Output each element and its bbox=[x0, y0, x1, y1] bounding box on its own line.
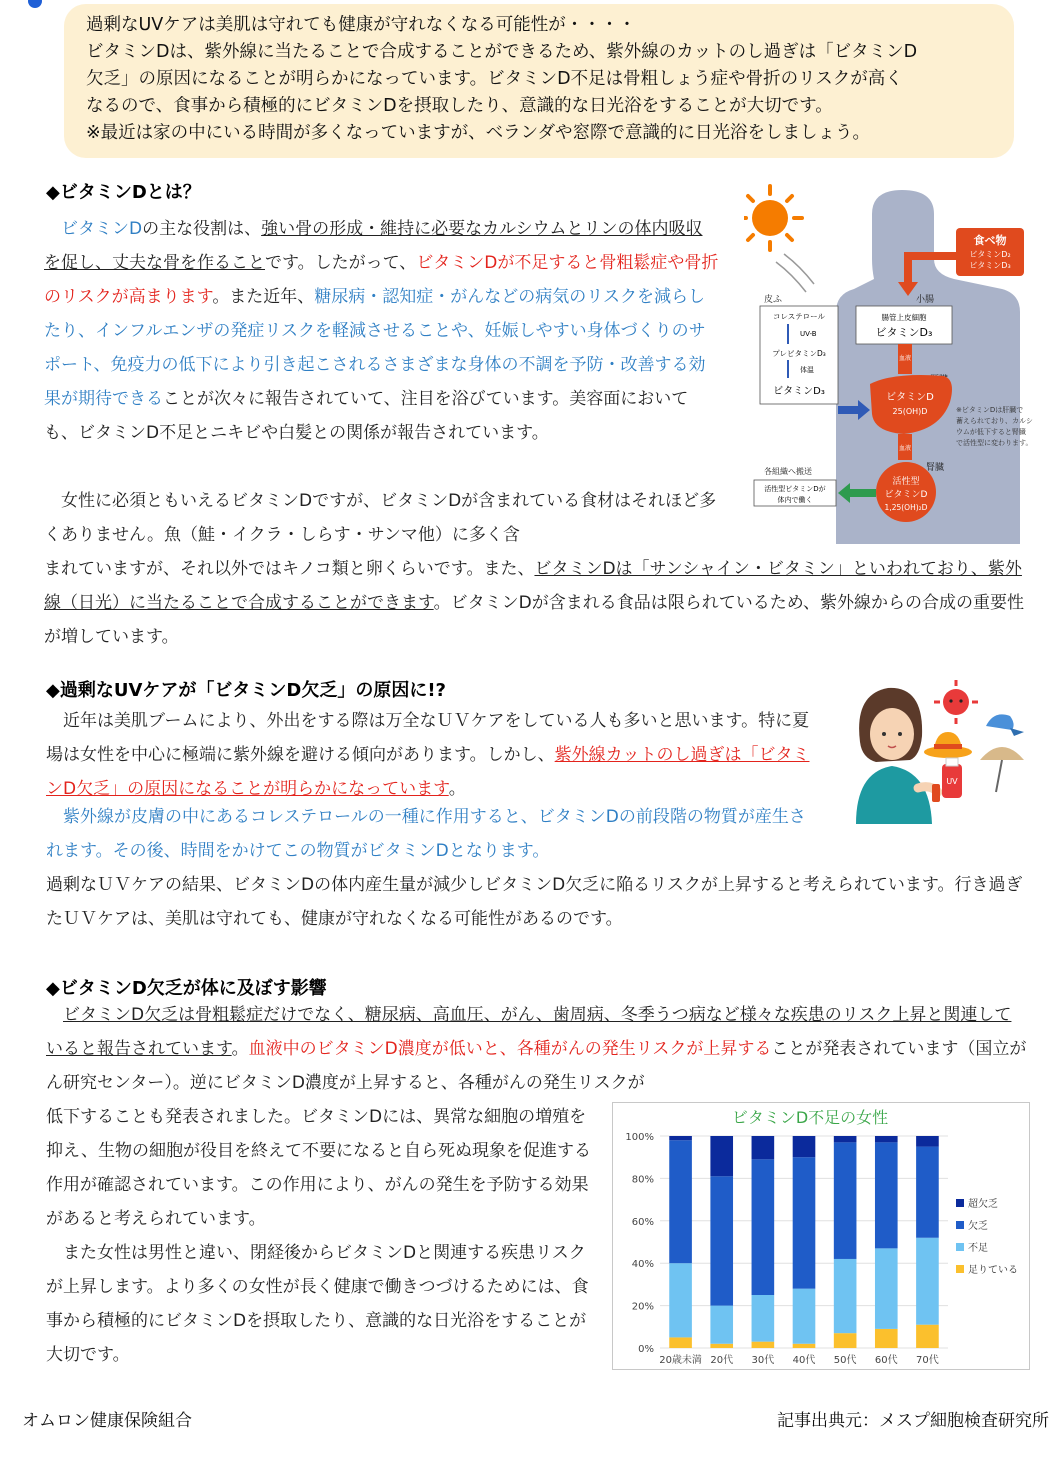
svg-text:1,25(OH)₂D: 1,25(OH)₂D bbox=[884, 503, 928, 512]
bar-segment bbox=[834, 1333, 857, 1348]
cap-icon bbox=[986, 714, 1024, 736]
banner-line: 欠乏」の原因になることが明らかになっています。ビタミンD不足は骨粗しょう症や骨折のリスクが高く bbox=[86, 69, 903, 89]
bar-segment bbox=[669, 1337, 692, 1348]
svg-text:ビタミンD₃: ビタミンD₃ bbox=[875, 326, 933, 339]
y-tick-label: 20% bbox=[631, 1301, 654, 1313]
bar-segment bbox=[752, 1342, 775, 1348]
hat-icon bbox=[924, 732, 972, 758]
section1-paragraph2-rest: まれていますが、それ以外ではキノコ類と卵くらいです。また、ビタミンDは「サンシャイン・ビタミン」といわれており、紫外線（日光）に当たることで合成することができます。ビタミンDが含まれる食品は限られているため、紫外線からの合成の重要性が増しています。 bbox=[44, 559, 1025, 647]
banner-line: ビタミンDは、紫外線に当たることで合成することができるため、紫外線のカットのし過ぎは「ビタミンD bbox=[86, 42, 918, 62]
svg-text:血液: 血液 bbox=[898, 355, 912, 362]
underlined-text: ビタミンDは「サンシャイン・ビタミン」といわれており、紫外線（日光）に当たることで合成することができます bbox=[44, 559, 1022, 613]
x-tick-label: 50代 bbox=[833, 1355, 857, 1366]
section2-paragraph2-start bbox=[46, 800, 818, 868]
x-tick-label: 70代 bbox=[916, 1355, 939, 1366]
section3-paragraph1-rest: 低下することも発表されました。ビタミンDには、異常な細胞の増殖を抑え、生物の細胞が役目を終えて不要になると自ら死ぬ現象を促進する作用が確認されています。この作用により、がんの発生を予防する効果があると考えられています。 bbox=[46, 1107, 592, 1229]
y-tick-label: 0% bbox=[638, 1344, 654, 1355]
bar-segment bbox=[669, 1136, 692, 1140]
section-heading: ◆ビタミンD欠乏が体に及ぼす影響 bbox=[46, 978, 327, 999]
banner-line: 過剰なUVケアは美肌は守れても健康が守れなくなる可能性が・・・・ bbox=[86, 15, 636, 35]
bar-segment bbox=[710, 1306, 733, 1344]
svg-text:で活性型に変わります。: で活性型に変わります。 bbox=[956, 439, 1033, 447]
legend-swatch bbox=[956, 1243, 964, 1251]
section3-paragraph2: また女性は男性と違い、閉経後からビタミンDと関連する疾患リスクが上昇します。より多くの女性が長く健康で働きつづけるためには、食事から積極的にビタミンDを摂取したり、意識的な日光浴をすることが大切です。 bbox=[46, 1243, 589, 1365]
sun-icon bbox=[744, 186, 802, 250]
blue-highlight: 紫外線が皮膚の中にあるコレステロールの一種に作用すると、ビタミンDの前段階の物質が産生されます。その後、時間をかけてこの物質がビタミンDとなります。 bbox=[46, 807, 806, 861]
bar-segment bbox=[710, 1176, 733, 1305]
svg-text:ビタミンD₃: ビタミンD₃ bbox=[969, 261, 1011, 270]
bar-segment bbox=[669, 1140, 692, 1263]
y-tick-label: 100% bbox=[625, 1132, 654, 1143]
section1-paragraph2-start: 女性に必須ともいえるビタミンDですが、ビタミンDが含まれている食材はそれほど多くありません。魚（鮭・イクラ・しらす・サンマ他）に多く含 bbox=[44, 491, 717, 545]
vitamin-d-deficiency-chart bbox=[612, 1102, 1030, 1370]
section-heading: ◆ビタミンDとは？ bbox=[46, 182, 201, 203]
svg-text:腸管上皮細胞: 腸管上皮細胞 bbox=[881, 313, 927, 322]
underlined-text: 強い骨の形成・維持に必要なカルシウムとリンの体内吸収を促し、丈夫な骨を作ること bbox=[44, 219, 703, 273]
underlined-text: ビタミンD欠乏は骨粗鬆症だけでなく、糖尿病、高血圧、がん、歯周病、冬季うつ病など様々な疾患のリスク上昇と関連していると報告されています bbox=[46, 1005, 1012, 1059]
x-tick-label: 30代 bbox=[751, 1355, 775, 1366]
section2-paragraph1: 近年は美肌ブームにより、外出をする際は万全なＵＶケアをしている人も多いと思います。特に夏場は女性を中心に極端に紫外線を避ける傾向があります。しかし、紫外線カットのし過ぎは「ビタミンD欠乏」の原因になることが明らかになっています。 bbox=[46, 711, 810, 799]
red-underlined-highlight: 紫外線カットのし過ぎは「ビタミンD欠乏」の原因になることが明らかになっています bbox=[46, 745, 810, 799]
bar-segment bbox=[793, 1289, 816, 1344]
x-tick-label: 40代 bbox=[792, 1355, 816, 1366]
y-tick-label: 80% bbox=[631, 1174, 654, 1186]
svg-text:活性型: 活性型 bbox=[892, 477, 920, 487]
svg-text:ビタミンD: ビタミンD bbox=[886, 392, 934, 403]
section-heading: ◆過剰なUVケアが「ビタミンD欠乏」の原因に!? bbox=[46, 680, 446, 701]
bar-segment bbox=[875, 1248, 898, 1329]
footer-source: 記事出典元：メスプ細胞検査研究所 bbox=[777, 1411, 1049, 1431]
svg-text:食べ物: 食べ物 bbox=[973, 234, 1007, 247]
red-highlight: 血液中のビタミンD濃度が低いと、各種がんの発生リスクが上昇する bbox=[248, 1039, 772, 1059]
bar-segment bbox=[669, 1263, 692, 1337]
svg-text:腎臓: 腎臓 bbox=[926, 463, 945, 473]
svg-text:皮ふ: 皮ふ bbox=[764, 295, 783, 305]
bar-segment bbox=[752, 1136, 775, 1159]
corner-bullet bbox=[28, 0, 42, 8]
svg-text:血液: 血液 bbox=[898, 445, 912, 452]
svg-text:蓄えられており、カルシ: 蓄えられており、カルシ bbox=[956, 417, 1033, 425]
angry-sun-icon bbox=[934, 680, 978, 724]
bar-segment bbox=[875, 1142, 898, 1248]
bar-segment bbox=[916, 1238, 939, 1325]
section2-paragraph2-rest: 過剰なＵＶケアの結果、ビタミンDの体内産生量が減少しビタミンD欠乏に陥るリスクが上昇すると考えられています。行き過ぎたＵＶケアは、美肌は守れても、健康が守れなくなる可能性があるのです。 bbox=[46, 875, 1023, 929]
svg-text:UV: UV bbox=[946, 777, 958, 786]
svg-text:体内で働く: 体内で働く bbox=[777, 496, 813, 504]
svg-text:※ビタミンDは肝臓で: ※ビタミンDは肝臓で bbox=[956, 406, 1024, 414]
svg-text:体温: 体温 bbox=[800, 366, 814, 374]
svg-text:ビタミンD₃: ビタミンD₃ bbox=[773, 386, 825, 397]
bar-segment bbox=[752, 1159, 775, 1295]
bar-segment bbox=[710, 1136, 733, 1176]
bar-segment bbox=[834, 1259, 857, 1333]
x-tick-label: 60代 bbox=[874, 1355, 898, 1366]
section1-paragraph1: ビタミンDの主な役割は、強い骨の形成・維持に必要なカルシウムとリンの体内吸収を促し、丈夫な骨を作ることです。したがって、ビタミンDが不足すると骨粗鬆症や骨折のリスクが高まります。また近年、糖尿病・認知症・がんなどの病気のリスクを減らしたり、インフルエンザの発症リスクを軽減させることや、妊娠しやすい身体づくりのサポート、免疫力の低下により引き起こされるさまざまな身体の不調を予防・改善する効果が期待できることが次々に報告されていて、注目を浴びています。美容面においても、ビタミンD不足とニキビや白髪との関係が報告されています。 bbox=[44, 219, 719, 443]
banner-line: ※最近は家の中にいる時間が多くなっていますが、ベランダや窓際で意識的に日光浴をしましょう。 bbox=[86, 123, 870, 143]
svg-text:ウムが低下すると腎臓: ウムが低下すると腎臓 bbox=[956, 428, 1026, 436]
legend-label: 欠乏 bbox=[968, 1221, 988, 1232]
legend-swatch bbox=[956, 1199, 964, 1207]
svg-text:UV-B: UV-B bbox=[800, 330, 817, 338]
bar-segment bbox=[710, 1344, 733, 1348]
intro-banner bbox=[64, 4, 1014, 158]
sunscreen-bottle-icon bbox=[942, 758, 962, 798]
legend-label: 不足 bbox=[968, 1243, 988, 1254]
bar-segment bbox=[916, 1136, 939, 1147]
y-tick-label: 40% bbox=[631, 1259, 654, 1271]
legend-label: 足りている bbox=[968, 1265, 1018, 1276]
x-tick-label: 20歳未満 bbox=[659, 1355, 702, 1366]
svg-text:プレビタミンD₃: プレビタミンD₃ bbox=[772, 349, 826, 358]
umbrella-icon bbox=[980, 747, 1024, 792]
bar-segment bbox=[793, 1136, 816, 1157]
blue-highlight: 糖尿病・認知症・がんなどの病気のリスクを減らしたり、インフルエンザの発症リスクを軽減させることや、妊娠しやすい身体づくりのサポート、免疫力の低下により引き起こされるさまざまな身体の不調を予防・改善する効果が期待できる bbox=[44, 287, 706, 409]
bar-segment bbox=[916, 1325, 939, 1348]
svg-text:25(OH)D: 25(OH)D bbox=[892, 407, 928, 416]
legend-swatch bbox=[956, 1265, 964, 1273]
legend-swatch bbox=[956, 1221, 964, 1229]
svg-text:各組織へ搬送: 各組織へ搬送 bbox=[764, 467, 812, 476]
woman-uv-care-illustration bbox=[826, 676, 1026, 824]
chart-title: ビタミンD不足の女性 bbox=[731, 1108, 889, 1127]
banner-line: なるので、食事から積極的にビタミンDを摂取したり、意識的な日光浴をすることが大切です。 bbox=[86, 96, 833, 116]
vitamin-d-pathway-diagram bbox=[744, 184, 1044, 544]
bar-segment bbox=[875, 1329, 898, 1348]
bar-segment bbox=[793, 1157, 816, 1288]
svg-text:ビタミンD₂: ビタミンD₂ bbox=[969, 250, 1011, 259]
bar-segment bbox=[834, 1136, 857, 1142]
svg-text:小腸: 小腸 bbox=[916, 295, 935, 305]
red-highlight: ビタミンDが不足すると骨粗鬆症や骨折のリスクが高まります bbox=[44, 253, 719, 307]
bar-segment bbox=[752, 1295, 775, 1342]
legend-label: 超欠乏 bbox=[968, 1199, 998, 1210]
x-tick-label: 20代 bbox=[710, 1355, 734, 1366]
bar-segment bbox=[834, 1142, 857, 1259]
footer-organization: オムロン健康保険組合 bbox=[22, 1411, 192, 1431]
section3-paragraph1-start: ビタミンD欠乏は骨粗鬆症だけでなく、糖尿病、高血圧、がん、歯周病、冬季うつ病など様々な疾患のリスク上昇と関連していると報告されています。血液中のビタミンD濃度が低いと、各種がんの発生リスクが上昇することが発表されています（国立がん研究センター）。逆にビタミンD濃度が上昇すると、各種がんの発生リスクが bbox=[46, 1005, 1027, 1093]
bar-segment bbox=[875, 1136, 898, 1142]
bar-segment bbox=[916, 1147, 939, 1238]
svg-text:活性型ビタミンDが: 活性型ビタミンDが bbox=[764, 485, 826, 493]
svg-text:コレステロール: コレステロール bbox=[773, 312, 825, 321]
svg-text:ビタミンD: ビタミンD bbox=[884, 490, 928, 500]
y-tick-label: 60% bbox=[631, 1216, 654, 1228]
bar-segment bbox=[793, 1344, 816, 1348]
